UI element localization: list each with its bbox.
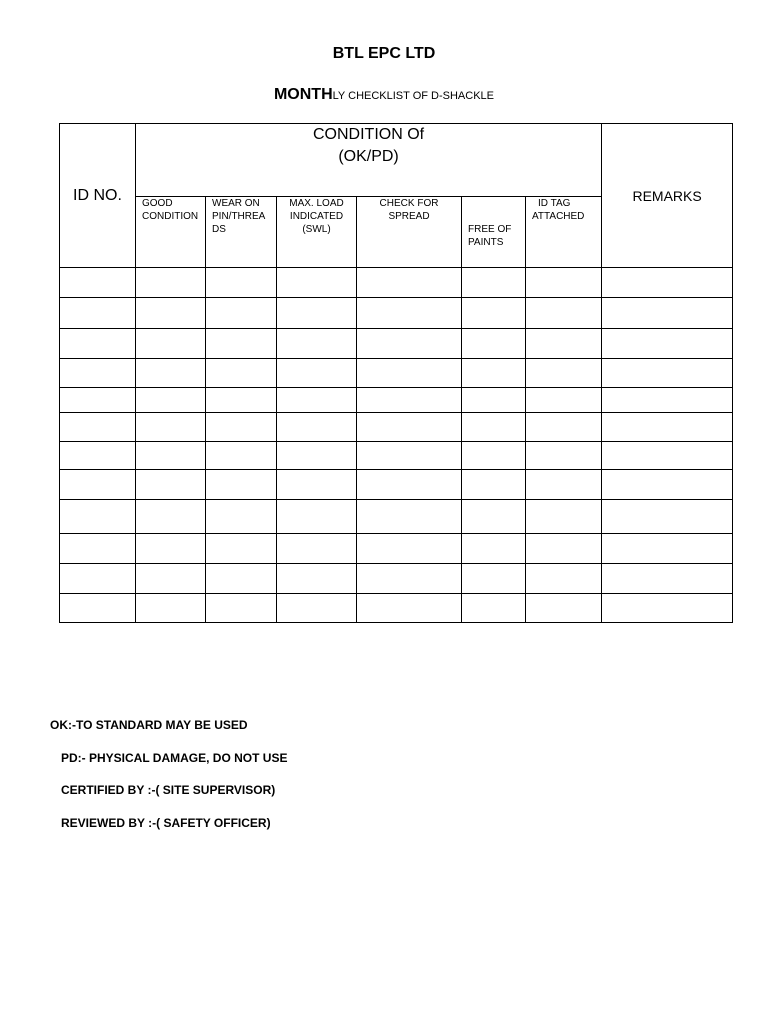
table-cell[interactable]: [277, 470, 357, 500]
table-cell[interactable]: [277, 500, 357, 534]
table-cell[interactable]: [206, 442, 277, 470]
table-cell[interactable]: [526, 534, 602, 564]
table-row: [60, 500, 733, 534]
note-reviewed: REVIEWED BY :-( SAFETY OFFICER): [61, 816, 271, 830]
table-cell[interactable]: [60, 359, 136, 388]
table-cell[interactable]: [277, 388, 357, 413]
table-cell[interactable]: [206, 298, 277, 329]
table-cell[interactable]: [357, 534, 462, 564]
title-rest: LY CHECKLIST OF D-SHACKLE: [332, 90, 495, 102]
table-cell[interactable]: [206, 564, 277, 594]
table-cell[interactable]: [136, 442, 206, 470]
table-cell[interactable]: [277, 329, 357, 359]
note-ok: OK:-TO STANDARD MAY BE USED: [50, 718, 248, 732]
table-cell[interactable]: [357, 359, 462, 388]
table-cell[interactable]: [357, 442, 462, 470]
table-cell[interactable]: [136, 359, 206, 388]
table-cell[interactable]: [602, 442, 733, 470]
id-tag-attached-header: ID TAG ATTACHED: [526, 197, 602, 268]
table-cell[interactable]: [462, 268, 526, 298]
max-load-indicated-header: MAX. LOAD INDICATED (SWL): [277, 197, 357, 268]
title-month: MONTH: [273, 86, 333, 103]
table-cell[interactable]: [602, 268, 733, 298]
table-cell[interactable]: [462, 564, 526, 594]
company-name: BTL EPC LTD: [332, 45, 436, 62]
check-for-spread-header: CHECK FOR SPREAD: [357, 197, 462, 268]
table-cell[interactable]: [526, 564, 602, 594]
table-row: [60, 268, 733, 298]
table-cell[interactable]: [60, 534, 136, 564]
table-cell[interactable]: [526, 500, 602, 534]
table-cell[interactable]: [277, 298, 357, 329]
table-cell[interactable]: [602, 594, 733, 623]
table-cell[interactable]: [602, 564, 733, 594]
table-cell[interactable]: [277, 564, 357, 594]
table-cell[interactable]: [357, 500, 462, 534]
table-cell[interactable]: [277, 359, 357, 388]
table-cell[interactable]: [462, 413, 526, 442]
table-cell[interactable]: [206, 534, 277, 564]
note-certified: CERTIFIED BY :-( SITE SUPERVISOR): [61, 783, 276, 797]
table-cell[interactable]: [136, 594, 206, 623]
wear-on-pin-threads-header: WEAR ON PIN/THREA DS: [206, 197, 277, 268]
table-cell[interactable]: [136, 268, 206, 298]
table-cell[interactable]: [357, 298, 462, 329]
table-cell[interactable]: [60, 298, 136, 329]
table-cell[interactable]: [136, 500, 206, 534]
table-cell[interactable]: [602, 298, 733, 329]
table-cell[interactable]: [277, 268, 357, 298]
table-cell[interactable]: [136, 413, 206, 442]
table-cell[interactable]: [526, 442, 602, 470]
table-cell[interactable]: [526, 388, 602, 413]
table-cell[interactable]: [357, 413, 462, 442]
table-cell[interactable]: [277, 594, 357, 623]
table-cell[interactable]: [206, 500, 277, 534]
table-row: [60, 388, 733, 413]
table-cell[interactable]: [357, 470, 462, 500]
table-cell[interactable]: [60, 388, 136, 413]
table-cell[interactable]: [60, 594, 136, 623]
table-cell[interactable]: [136, 470, 206, 500]
condition-header-line2: (OK/PD): [338, 148, 399, 165]
table-cell[interactable]: [526, 594, 602, 623]
table-row: [60, 329, 733, 359]
document-title: [0, 86, 768, 104]
table-cell[interactable]: [526, 298, 602, 329]
checklist-rows: [60, 268, 733, 623]
table-cell[interactable]: [206, 470, 277, 500]
table-row: [60, 470, 733, 500]
table-cell[interactable]: [60, 413, 136, 442]
table-cell[interactable]: [357, 388, 462, 413]
table-row: [60, 534, 733, 564]
table-cell[interactable]: [60, 268, 136, 298]
table-cell[interactable]: [462, 442, 526, 470]
table-cell[interactable]: [60, 329, 136, 359]
table-cell[interactable]: [206, 329, 277, 359]
condition-header: [136, 124, 602, 197]
table-cell[interactable]: [526, 359, 602, 388]
table-cell[interactable]: [60, 442, 136, 470]
table-cell[interactable]: [602, 388, 733, 413]
table-cell[interactable]: [602, 413, 733, 442]
table-cell[interactable]: [526, 329, 602, 359]
id-no-header: ID NO.: [60, 124, 136, 268]
table-cell[interactable]: [206, 268, 277, 298]
table-cell[interactable]: [462, 359, 526, 388]
condition-header-line1: CONDITION Of: [312, 126, 425, 143]
table-row: [60, 359, 733, 388]
table-cell[interactable]: [277, 413, 357, 442]
table-cell[interactable]: [357, 564, 462, 594]
table-cell[interactable]: [136, 298, 206, 329]
table-cell[interactable]: [602, 470, 733, 500]
table-cell[interactable]: [526, 413, 602, 442]
table-cell[interactable]: [357, 594, 462, 623]
table-cell[interactable]: [462, 534, 526, 564]
table-cell[interactable]: [462, 500, 526, 534]
table-cell[interactable]: [136, 534, 206, 564]
good-condition-header: GOOD CONDITION: [136, 197, 206, 268]
table-cell[interactable]: [462, 388, 526, 413]
table-cell[interactable]: [277, 534, 357, 564]
table-cell[interactable]: [357, 268, 462, 298]
table-cell[interactable]: [462, 470, 526, 500]
table-cell[interactable]: [602, 329, 733, 359]
table-cell[interactable]: [60, 470, 136, 500]
table-row: [60, 442, 733, 470]
table-row: [60, 413, 733, 442]
table-cell[interactable]: [602, 500, 733, 534]
table-row: [60, 594, 733, 623]
free-of-paints-header: FREE OF PAINTS: [462, 197, 526, 268]
table-cell[interactable]: [60, 564, 136, 594]
table-cell[interactable]: [462, 594, 526, 623]
note-pd: PD:- PHYSICAL DAMAGE, DO NOT USE: [61, 751, 288, 765]
table-cell[interactable]: [206, 594, 277, 623]
table-cell[interactable]: [136, 564, 206, 594]
table-row: [60, 564, 733, 594]
table-cell[interactable]: [206, 388, 277, 413]
table-cell[interactable]: [357, 329, 462, 359]
table-cell[interactable]: [136, 388, 206, 413]
table-row: [60, 298, 733, 329]
table-cell[interactable]: [526, 470, 602, 500]
table-cell[interactable]: [602, 359, 733, 388]
table-cell[interactable]: [526, 268, 602, 298]
table-cell[interactable]: [136, 329, 206, 359]
table-cell[interactable]: [277, 442, 357, 470]
table-cell[interactable]: [60, 500, 136, 534]
remarks-header: REMARKS: [602, 124, 733, 268]
table-cell[interactable]: [602, 534, 733, 564]
checklist-table: [59, 123, 733, 623]
table-cell[interactable]: [206, 359, 277, 388]
table-cell[interactable]: [462, 329, 526, 359]
table-cell[interactable]: [462, 298, 526, 329]
table-cell[interactable]: [206, 413, 277, 442]
